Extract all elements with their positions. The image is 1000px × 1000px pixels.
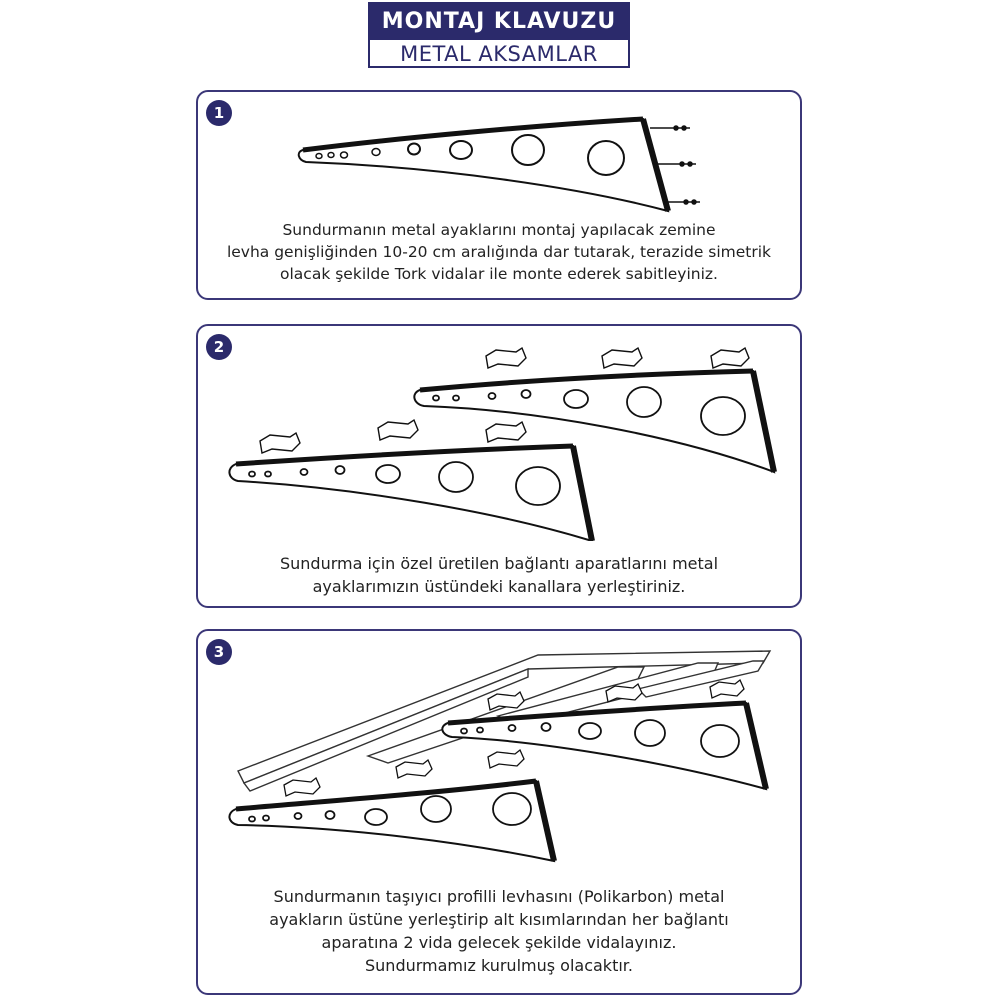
step-2-caption <box>198 552 800 598</box>
brackets-with-connectors-illustration <box>198 326 800 541</box>
step-3-line-1: Sundurmanın taşıyıcı profilli levhasını (Polikarbon) metal <box>273 887 725 906</box>
step-3-line-4: Sundurmamız kurulmuş olacaktır. <box>365 956 633 975</box>
guide-title-box <box>368 2 630 68</box>
guide-subtitle: METAL AKSAMLAR <box>370 38 628 68</box>
step-2-panel <box>196 324 802 608</box>
step-2-line-1: Sundurma için özel üretilen bağlantı aparatlarını metal <box>279 554 719 573</box>
step-1-panel <box>196 90 802 300</box>
bracket-illustration <box>198 92 800 217</box>
step-1-line-2: levha genişliğinden 10-20 cm aralığında dar tutarak, terazide simetrik <box>226 243 772 261</box>
guide-title: MONTAJ KLAVUZU <box>370 4 628 38</box>
step-2-line-2: ayaklarımızın üstündeki kanallara yerleştiriniz. <box>312 577 686 596</box>
step-3-line-3: aparatına 2 vida gelecek şekilde vidalayınız. <box>321 933 677 952</box>
step-1-badge: 1 <box>206 100 232 126</box>
step-3-caption <box>198 885 800 977</box>
step-1-line-1: Sundurmanın metal ayaklarını montaj yapılacak zemine <box>282 221 716 239</box>
step-2-badge: 2 <box>206 334 232 360</box>
canopy-assembly-illustration <box>198 631 800 876</box>
step-3-badge: 3 <box>206 639 232 665</box>
step-1-line-3: olacak şekilde Tork vidalar ile monte ederek sabitleyiniz. <box>280 265 718 283</box>
step-3-panel <box>196 629 802 995</box>
step-3-line-2: ayakların üstüne yerleştirip alt kısımlarından her bağlantı <box>269 910 729 929</box>
step-1-caption <box>198 219 800 285</box>
